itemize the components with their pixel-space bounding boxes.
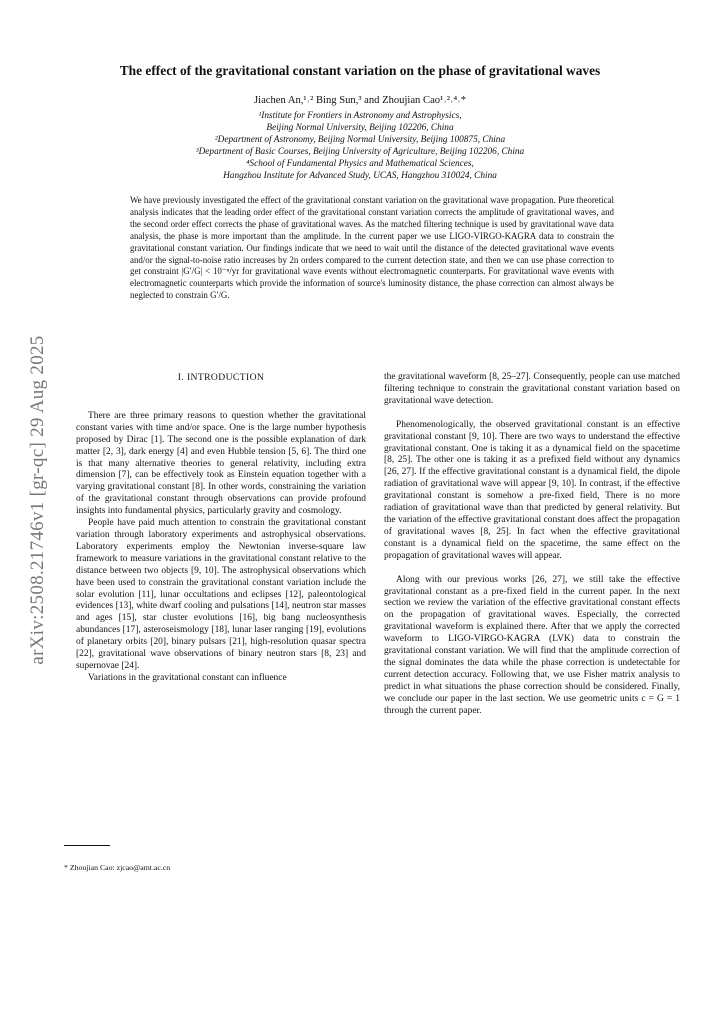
author-list: Jiachen An,¹˒² Bing Sun,³ and Zhoujian Cao¹˒²˒⁴˒* <box>254 95 466 106</box>
body-paragraph: There are three primary reasons to question whether the gravitational constant varies with time and/or space. One is the large number hypothesis proposed by Dirac [1]. The second one is the possible explanation of dark matter [2, 3], dark energy [4] and even Hubble tension [5, 6]. The third one is that many alternative theories to general relativity, including extra dimension [7], can be effectively took as Einstein equation together with a varying gravitational constant [8]. In other words, constraining the variation of the gravitational constant through observations can provide profound insights into fundamental physics, particularly gravity and cosmology. <box>76 410 366 517</box>
affiliations <box>40 110 680 182</box>
affiliation-line: ¹Institute for Frontiers in Astronomy and Astrophysics, <box>258 111 462 121</box>
right-column <box>384 372 680 717</box>
body-paragraph: Phenomenologically, the observed gravitational constant is an effective gravitational constant [9, 10]. There are two ways to understand the effective gravitational constant. One is taking it as a dynamical field on the spacetime [8, 25]. The other one is taking it as a prefixed field without any dynamics [26, 27]. If the effective gravitational constant is a dynamical field, the dipole radiation of gravitational wave will appear [9, 10]. In contrast, if the effective gravitational constant is somehow a pre-fixed field, There is no more radiation of gravitational wave than that predicted by general relativity. But the variation of the effective gravitational constant does affect the propagation of gravitational waves [8, 25]. In fact when the effective gravitational constant is a dynamical field on the spacetime, the same effect on the propagation of gravitational waves will appear. <box>384 419 680 561</box>
affiliation-line: ⁴School of Fundamental Physics and Mathematical Sciences, <box>246 159 474 169</box>
arxiv-id-text: arXiv:2508.21746v1 [gr-qc] 29 Aug 2025 <box>27 335 48 665</box>
left-column <box>76 372 366 685</box>
footnote-rule <box>64 845 110 846</box>
footnote: * Zhoujian Cao: zjcao@amt.ac.cn <box>64 863 171 872</box>
section-heading: I. INTRODUCTION <box>177 372 265 383</box>
abstract: We have previously investigated the effect of the gravitational constant variation on the gravitational wave propagation. Pure theoretical analysis indicates that the leading order effect of the gravitational constant variation corrects the amplitude of gravitational waves, and the second order effect corrects the phase of gravitational waves. As the matched filtering technique is used by gravitational wave data analysis, the phase is more important than the amplitude. In the current paper we use LIGO-VIRGO-KAGRA data to constrain the gravitational constant variation. Our findings indicate that we need to wait until the distance of the detected gravitational wave events and/or the signal-to-noise ratio increases by 2n orders compared to the current detection state, and then we can use phase correction to get constraint |G′/G| < 10⁻ⁿ/yr for gravitational wave events without electromagnetic counterparts. For gravitational wave events with electromagnetic counterparts which provide the information of source's luminosity distance, the phase correction can almost always be neglected to constrain G′/G. <box>130 195 614 301</box>
affiliation-line: ³Department of Basic Courses, Beijing University of Agriculture, Beijing 102206, China <box>195 147 525 157</box>
arxiv-stamp <box>23 300 53 700</box>
affiliation-line: Hangzhou Institute for Advanced Study, UCAS, Hangzhou 310024, China <box>223 171 497 181</box>
paper-title: The effect of the gravitational constant variation on the phase of gravitational waves <box>119 63 601 78</box>
body-paragraph: People have paid much attention to constrain the gravitational constant variation through laboratory experiments and astrophysical observations. Laboratory experiments employ the Newtonian inverse-square law framework to measure variations in the gravitational constant relative to the distance between two objects [9, 10]. The astrophysical observations which have been used to constrain the gravitational constant variation include the solar evolution [11], lunar occultations and eclipses [12], paleontological evidences [13], white dwarf cooling and pulsations [14], neutron star masses and ages [15], star cluster evolutions [16], big bang nucleosynthesis abundances [17], asteroseismology [18], lunar laser ranging [19], evolutions of planetary orbits [20], binary pulsars [21], high-resolution quasar spectra [22], gravitational wave observations of binary neutron stars [8, 23] and supernovae [24]. <box>76 518 366 671</box>
affiliation-line: Beijing Normal University, Beijing 102206, China <box>266 123 454 133</box>
affiliation-line: ²Department of Astronomy, Beijing Normal University, Beijing 100875, China <box>214 135 506 145</box>
body-paragraph: the gravitational waveform [8, 25–27]. Consequently, people can use matched filtering technique to constrain the gravitational constant variation based on gravitational wave detection. <box>384 372 680 406</box>
body-paragraph: Along with our previous works [26, 27], we still take the effective gravitational constant as a pre-fixed field in the current paper. In the next section we review the variation of the effective gravitational constant effects on the propagation of gravitational waves. Especially, the corrected gravitational waveform is explained there. After that we apply the corrected waveform to LIGO-VIRGO-KAGRA (LVK) data to constrain the gravitational constant variation. We will find that the amplitude correction of the signal dominates the data while the phase correction is undetectable for current detection accuracy. Following that, we use Fisher matrix analysis to predict in what situations the phase correction should be considered. Finally, we conclude our paper in the last section. We use geometric units c = G = 1 through the current paper. <box>384 574 680 716</box>
body-paragraph: Variations in the gravitational constant can influence <box>88 672 287 683</box>
